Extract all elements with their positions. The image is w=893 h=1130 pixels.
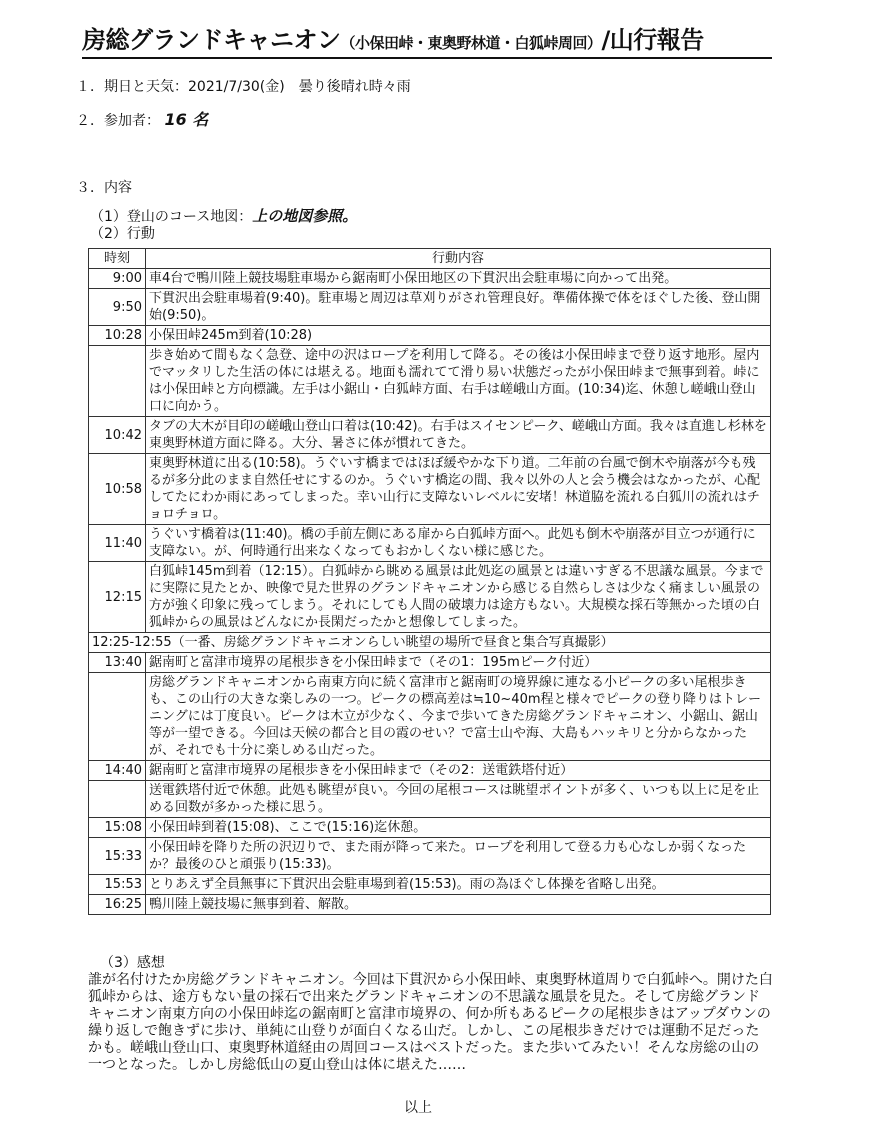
row-time: 16:25 xyxy=(89,895,146,915)
row-text: 鋸南町と富津市境界の尾根歩きを小保田峠まで（その1：195mピーク付近） xyxy=(146,653,771,673)
row-text: 歩き始めて間もなく急登、途中の沢はロープを利用して降る。その後は小保田峠まで登り返す地形。屋内でマッタリした生活の体には堪える。地面も濡れてて滑り易い状態だったが小保田峠まで無事到着。峠には小保田峠と方向標識。左手は小鋸山・白狐峠方面、右手は嵯峨山方面。(10:34)迄、休憩し嵯峨山登山口に向かう。 xyxy=(146,346,771,417)
table-row xyxy=(89,454,771,525)
table-row xyxy=(89,326,771,346)
row-time: 11:40 xyxy=(89,525,146,562)
row-time: 15:53 xyxy=(89,875,146,895)
title-sub: （小保田峠・東奥野林道・白狐峠周回） xyxy=(340,34,602,52)
table-row xyxy=(89,562,771,633)
row-text: 下貫沢出会駐車場着(9:40)。駐車場と周辺は草刈りがされ管理良好。準備体操で体をほぐした後、登山開始(9:50)。 xyxy=(146,289,771,326)
row-text: 白狐峠145m到着（12:15）。白狐峠から眺める風景は此処迄の風景とは違いすぎる不思議な風景。今までに実際に見たとか、映像で見た世界のグランドキャニオンから感じる自然らしさは少なく痛ましい風景の方が強く印象に残ってしまう。それにしても人間の破壊力は途方もない。大規模な採石等無かった頃の白狐峠からの風景はどんなにか長閑だったかと想像してしまった。 xyxy=(146,562,771,633)
section-participants xyxy=(76,107,208,130)
row-text: 小保田峠245m到着(10:28) xyxy=(146,326,771,346)
table-row xyxy=(89,673,771,761)
lunch-text: 12:25-12:55（一番、房総グランドキャニオンらしい眺望の場所で昼食と集合写真撮影） xyxy=(89,633,771,653)
table-row xyxy=(89,875,771,895)
row-time xyxy=(89,673,146,761)
row-text: タブの大木が目印の嵯峨山登山口着は(10:42)。右手はスイセンピーク、嵯峨山方面。我々は直進し杉林を東奥野林道方面に降る。大分、暑さに体が慣れてきた。 xyxy=(146,417,771,454)
row-time xyxy=(89,781,146,818)
row-time: 10:58 xyxy=(89,454,146,525)
table-row xyxy=(89,761,771,781)
title-main: 房総グランドキャニオン xyxy=(82,26,341,54)
course-map-ref: 上の地図参照。 xyxy=(252,207,358,225)
header-time: 時刻 xyxy=(89,249,146,269)
impressions-text: 誰が名付けたか房総グランドキャニオン。今回は下貫沢から小保田峠、東奥野林道周りで白狐峠へ。開けた白狐峠からは、途方もない量の採石で出来たグランドキャニオンの不思議な風景を見た。そして房総グランドキャニオン南東方向の小保田峠迄の鋸南町と富津市境界の、何か所もあるピークの尾根歩きはアップダウンの繰り返しで飽きずに歩け、単純に山登りが面白くなる山だ。しかし、この尾根歩きだけでは運動不足だったかも。嵯峨山登山口、東奥野林道経由の周回コースはベストだった。また歩いてみたい！そんな房総の山の一つとなった。しかし房総低山の夏山登山は体に堪えた…… xyxy=(88,972,773,1073)
course-map-label: （1）登山のコース地図： xyxy=(90,209,253,225)
table-row xyxy=(89,346,771,417)
row-text: 房総グランドキャニオンから南東方向に続く富津市と鋸南町の境界線に連なる小ピークの多い尾根歩きも、この山行の大きな楽しみの一つ。ピークの標高差は≒10~40m程と様々でピークの登り降りはトレーニングには丁度良い。ピークは木立が少なく、今まで歩いてきた房総グランドキャニオン、小鋸山、鋸山等が一望できる。今回は天候の都合と目の霞のせい？で富士山や海、大島もハッキリと分からなかったが、それでも十分に楽しめる山だった。 xyxy=(146,673,771,761)
table-header-row xyxy=(89,249,771,269)
table-row xyxy=(89,417,771,454)
schedule-table xyxy=(88,248,771,915)
row-time: 9:00 xyxy=(89,269,146,289)
title-suffix: /山行報告 xyxy=(601,26,704,54)
row-time: 10:28 xyxy=(89,326,146,346)
participants-count: 16 名 xyxy=(164,110,209,129)
section-date-weather: １．期日と天気：2021/7/30(金) 曇り後晴れ時々雨 xyxy=(76,79,411,95)
table-row xyxy=(89,838,771,875)
table-row xyxy=(89,525,771,562)
row-text: 小保田峠を降りた所の沢辺りで、また雨が降って来た。ロープを利用して登る力も心なしか弱くなったか？最後のひと頑張り(15:33)。 xyxy=(146,838,771,875)
row-text: 鴨川陸上競技場に無事到着、解散。 xyxy=(146,895,771,915)
row-text: うぐいす橋着は(11:40)。橋の手前左側にある扉から白狐峠方面へ。此処も倒木や崩落が目立つが通行に支障ない。が、何時通行出来なくなってもおかしくない様に感じた。 xyxy=(146,525,771,562)
table-row xyxy=(89,653,771,673)
row-time: 9:50 xyxy=(89,289,146,326)
row-time: 14:40 xyxy=(89,761,146,781)
table-row xyxy=(89,781,771,818)
row-time: 15:08 xyxy=(89,818,146,838)
table-row xyxy=(89,289,771,326)
impressions-heading: （3）感想 xyxy=(100,955,165,971)
row-time: 15:33 xyxy=(89,838,146,875)
row-time: 10:42 xyxy=(89,417,146,454)
participants-label: ２．参加者： xyxy=(76,113,160,129)
header-content: 行動内容 xyxy=(146,249,771,269)
section-content: ３．内容 xyxy=(76,180,132,196)
lunch-row xyxy=(89,633,771,653)
row-text: とりあえず全員無事に下貫沢出会駐車場到着(15:53)。雨の為ほぐし体操を省略し出発。 xyxy=(146,875,771,895)
row-text: 鋸南町と富津市境界の尾根歩きを小保田峠まで（その2：送電鉄塔付近） xyxy=(146,761,771,781)
page-title xyxy=(82,20,772,59)
row-text: 東奥野林道に出る(10:58)。うぐいす橋まではほぼ緩やかな下り道。二年前の台風で倒木や崩落が今も残るが多分此のまま自然任せにするのか。うぐいす橋迄の間、我々以外の人と会う機会はなかったが、心配してたにわか雨にあってしまった。幸い山行に支障ないレベルに安堵！林道脇を流れる白狐川の流れはチョロチョロ。 xyxy=(146,454,771,525)
row-time: 13:40 xyxy=(89,653,146,673)
row-text: 送電鉄塔付近で休憩。此処も眺望が良い。今回の尾根コースは眺望ポイントが多く、いつも以上に足を止める回数が多かった様に思う。 xyxy=(146,781,771,818)
row-time: 12:15 xyxy=(89,562,146,633)
table-row xyxy=(89,269,771,289)
row-text: 小保田峠到着(15:08)、ここで(15:16)迄休憩。 xyxy=(146,818,771,838)
action-heading: （2）行動 xyxy=(90,226,155,242)
table-row xyxy=(89,818,771,838)
closing-mark: 以上 xyxy=(404,1100,432,1116)
row-text: 車4台で鴨川陸上競技場駐車場から鋸南町小保田地区の下貫沢出会駐車場に向かって出発。 xyxy=(146,269,771,289)
row-time xyxy=(89,346,146,417)
table-row xyxy=(89,895,771,915)
